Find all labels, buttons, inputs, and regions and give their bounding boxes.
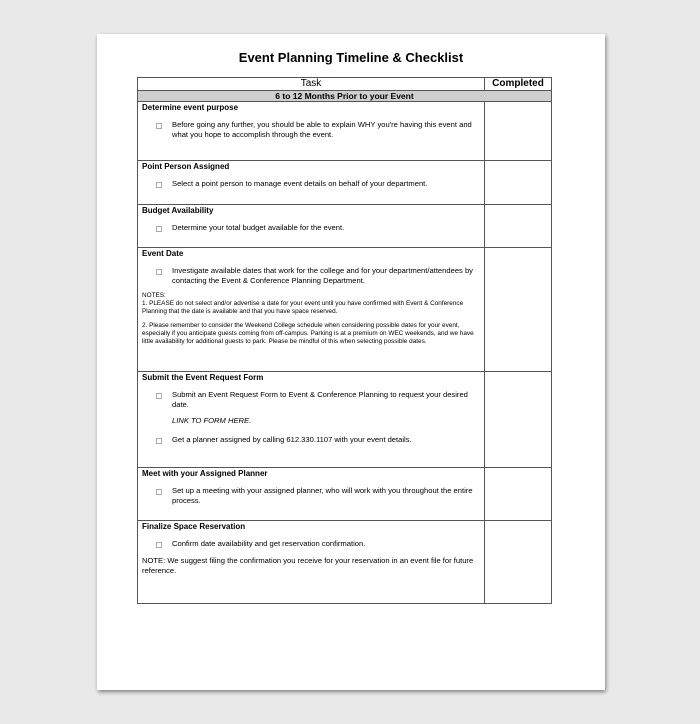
completed-cell[interactable] [485,468,552,521]
list-item [138,486,484,506]
item-text: Get a planner assigned by calling 612.330.1107 with your event details. [172,435,412,445]
task-cell [138,521,485,604]
checkbox-icon [156,542,162,548]
completed-cell[interactable] [485,521,552,604]
item-text: Select a point person to manage event details on behalf of your department. [172,179,428,188]
checkbox-icon [156,269,162,275]
item-title: Meet with your Assigned Planner [142,469,268,478]
document-page [97,34,605,690]
item-text: Determine your total budget available for the event. [172,223,345,232]
task-cell [138,248,485,372]
list-item [138,120,484,140]
item-title: Point Person Assigned [142,162,230,171]
task-cell [138,102,485,161]
item-text: Investigate available dates that work for the college and for your department/attendees by contacting the Event & Conference Planning Department. [172,266,473,285]
task-column-header: Task [138,78,485,91]
table-header-row [138,78,552,91]
completed-cell[interactable] [485,205,552,248]
checkbox-icon [156,393,162,399]
task-cell [138,372,485,468]
note-text: 2. Please remember to consider the Weekend College schedule when considering possible dates for your event, especially if you anticipate guests coming from off-campus. Parking is at a premium on WEC weekends, and we have little availability for additional guests to park. Please be mindful of this when selecting possible dates. [142,321,474,345]
list-item [138,435,484,445]
item-text: Confirm date availability and get reservation confirmation. [172,539,366,548]
section-title: 6 to 12 Months Prior to your Event [138,91,552,102]
table-row [138,468,552,521]
item-title: Determine event purpose [142,103,239,112]
list-item [138,266,484,286]
task-cell [138,468,485,521]
checkbox-icon [156,438,162,444]
item-title: Finalize Space Reservation [142,522,246,531]
table-row [138,161,552,205]
task-cell [138,161,485,205]
table-row [138,372,552,468]
completed-cell[interactable] [485,372,552,468]
notes-label: NOTES: [142,291,166,299]
item-title: Event Date [142,249,184,258]
item-title: Budget Availability [142,206,214,215]
checkbox-icon [156,226,162,232]
note-text: NOTE: We suggest filing the confirmation you receive for your reservation in an event file for future reference. [142,555,474,575]
list-item [138,539,484,549]
section-header-row [138,91,552,102]
completed-cell[interactable] [485,102,552,161]
item-text: Set up a meeting with your assigned planner, who will work with you throughout the entire process. [172,486,473,505]
table-row [138,248,552,372]
list-item [138,390,484,410]
note-text: 1. PLEASE do not select and/or advertise a date for your event until you have confirmed with Event & Conference Planning that the date is available and that you have space reserved. [142,299,464,315]
task-cell [138,205,485,248]
list-item [138,179,484,189]
form-link[interactable]: LINK TO FORM HERE. [172,415,252,425]
completed-cell[interactable] [485,248,552,372]
item-title: Submit the Event Request Form [142,373,264,382]
table-row [138,102,552,161]
document-title: Event Planning Timeline & Checklist [238,50,464,65]
checkbox-icon [156,123,162,129]
completed-column-header: Completed [485,78,552,91]
item-text: Before going any further, you should be able to explain WHY you're having this event and what you hope to accomplish through the event. [172,120,472,139]
checkbox-icon [156,489,162,495]
table-row [138,521,552,604]
list-item [138,223,484,233]
item-text: Submit an Event Request Form to Event & Conference Planning to request your desired date. [172,390,468,409]
table-row [138,205,552,248]
checklist-table [137,77,552,604]
completed-cell[interactable] [485,161,552,205]
checkbox-icon [156,182,162,188]
